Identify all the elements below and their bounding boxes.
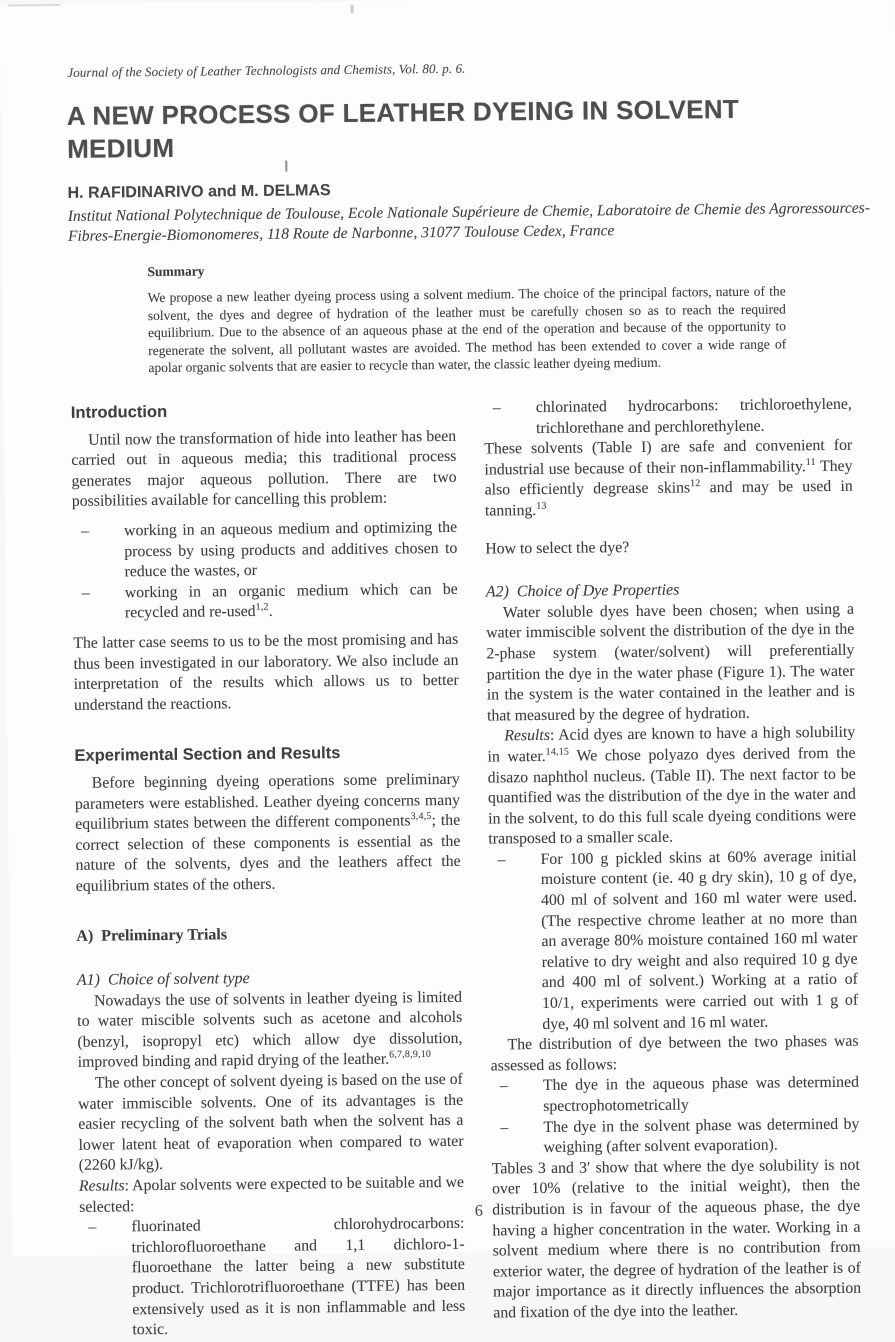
right-column — [484, 395, 862, 1324]
section-heading: A) Preliminary Trials — [76, 926, 228, 946]
paragraph: The other concept of solvent dyeing is based on the use of water immiscible solvents. One of its advantages is the easier recycling of the solvent bath when the solvent has a lower latent heat of evaporation when compared to water (2260 kJ/kg). — [78, 1070, 464, 1175]
summary-text: We propose a new leather dyeing process using a solvent medium. The choice of the principal factors, nature of the solvent, the dyes and degree of hydration of the leather must be carefully chosen so as to reach the required equilibrium. Due to the absence of an aqueous phase at the end of the operation and because of the opportunity to regenerate the solvent, all pollutant wastes are avoided. The method has been extended to cover a wide range of apolar organic solvents that are easier to recycle than water, the classic leather dyeing medium. — [147, 283, 787, 376]
paragraph: These solvents (Table I) are safe and convenient for industrial use because of their non-inflammability.$^{11}$ They also efficiently degrease skins$^{12}$ and may be used in tanning.$^{13}$ — [484, 436, 853, 520]
section-heading: A1) Choice of solvent type — [76, 970, 250, 989]
left-column — [71, 399, 466, 1342]
summary-section — [147, 257, 786, 377]
section-heading: A2) Choice of Dye Properties — [485, 581, 680, 601]
list-item: – fluorinated chlorohydrocarbons: trichlorofluoroethane and 1,1 dichloro-1-fluoroethane the latter being a new substitute product. Trichlorotrifluoroethane (TTFE) has been extensively used as it is non inflammable and less toxic. — [79, 1214, 465, 1342]
paragraph: Until now the transformation of hide into leather has been carried out in aqueous media; this traditional process generates major aqueous pollution. There are two possibilities available for cancelling this problem: — [71, 427, 457, 511]
list-item: – working in an aqueous medium and optimizing the process by using products and additives chosen to reduce the wastes, or — [72, 518, 458, 584]
paragraph: The distribution of dye between the two phases was assessed as follows: — [490, 1032, 859, 1075]
authors: H. RAFIDINARIVO and M. DELMAS — [67, 182, 331, 202]
scan-artifact — [351, 5, 354, 13]
paper-title: A NEW PROCESS OF LEATHER DYEING IN SOLVENT MEDIUM — [66, 93, 740, 164]
paragraph: Results: Apolar solvents were expected to be suitable and we selected: — [78, 1173, 465, 1216]
list-item: – The dye in the aqueous phase was determined spectrophotometrically — [491, 1073, 859, 1118]
list-item: – The dye in the solvent phase was determined by weighing (after solvent evaporation). — [491, 1114, 859, 1159]
journal-header: Journal of the Society of Leather Technologists and Chemists, Vol. 80. p. 6. — [67, 60, 466, 80]
paragraph: Results: Acid dyes are known to have a high solubility in water.$^{14,15}$ We chose polyazo dyes derived from the disazo naphthol nucleus. (Table II). The next factor to be quantified was the distribution of the dye in the water and in the solvent, to do this full scale dyeing conditions were transposed to a smaller scale. — [487, 724, 857, 848]
list-item: – chlorinated hydrocarbons: trichloroethylene, trichlorethane and perchlorethylene. — [484, 395, 852, 440]
question-heading: How to select the dye? — [485, 538, 630, 558]
paragraph: Nowadays the use of solvents in leather dyeing is limited to water miscible solvents such as acetone and alcohols (benzyl, isopropyl etc) which allow dye dissolution, improved binding and rapid drying of the leather.$^{6,7,8,9,10}$ — [77, 988, 463, 1072]
affiliation: Institut National Polytechnique de Toulouse, Ecole Nationale Supérieure de Chemie, Laboratoire de Chemie des Agroressources-Fibres-Energie-Biomonomeres, 118 Route de Narbonne, 31077 Toulouse Cedex, France — [67, 199, 871, 245]
page-number: 6 — [474, 1202, 483, 1220]
summary-heading: Summary — [147, 263, 205, 280]
paragraph: The latter case seems to us to be the most promising and has thus been investigated in our laboratory. We also include an interpretation of the results which allows us to better understand the reactions. — [73, 630, 459, 714]
scan-artifact — [8, 4, 60, 7]
section-heading: Introduction — [70, 402, 168, 422]
list-item: – working in an organic medium which can be recycled and re-used$^{1,2}$. — [73, 580, 458, 625]
paragraph: Tables 3 and 3′ show that where the dye solubility is not over 10% (relative to the initial weight), then the distribution is in favour of the aqueous phase, the dye having a higher concentration in the water. Working in a solvent medium where there is no contribution from exterior water, the degree of hydration of the leather is of major importance as it directly influences the absorption and fixation of the dye into the leather. — [491, 1156, 862, 1322]
section-heading: Experimental Section and Results — [74, 744, 341, 766]
paragraph: Before beginning dyeing operations some preliminary parameters were established. Leather dyeing concerns many equilibrium states between the different components$^{3,4,5}$; the correct selection of these components is essential as the nature of the solvents, dyes and the leathers affect the equilibrium states of the others. — [74, 770, 461, 895]
list-item: – For 100 g pickled skins at 60% average initial moisture content (ie. 40 g dry skin), 10 g of dye, 400 ml of solvent and 160 ml water were used. (The respective chrome leather at no more than an average 80% moisture contained 160 ml water relative to dry weight and also required 10 g dye and 400 ml of solvent.) Working at a ratio of 10/1, experiments were carried out with 1 g of dye, 40 ml solvent and 16 ml water. — [488, 847, 858, 1036]
paragraph: Water soluble dyes have been chosen; when using a water immiscible solvent the distribution of the dye in the 2-phase system (water/solvent) will preferentially partition the dye in the water phase (Figure 1). The water in the system is the water contained in the leather and is that measured by the degree of hydration. — [486, 600, 855, 725]
